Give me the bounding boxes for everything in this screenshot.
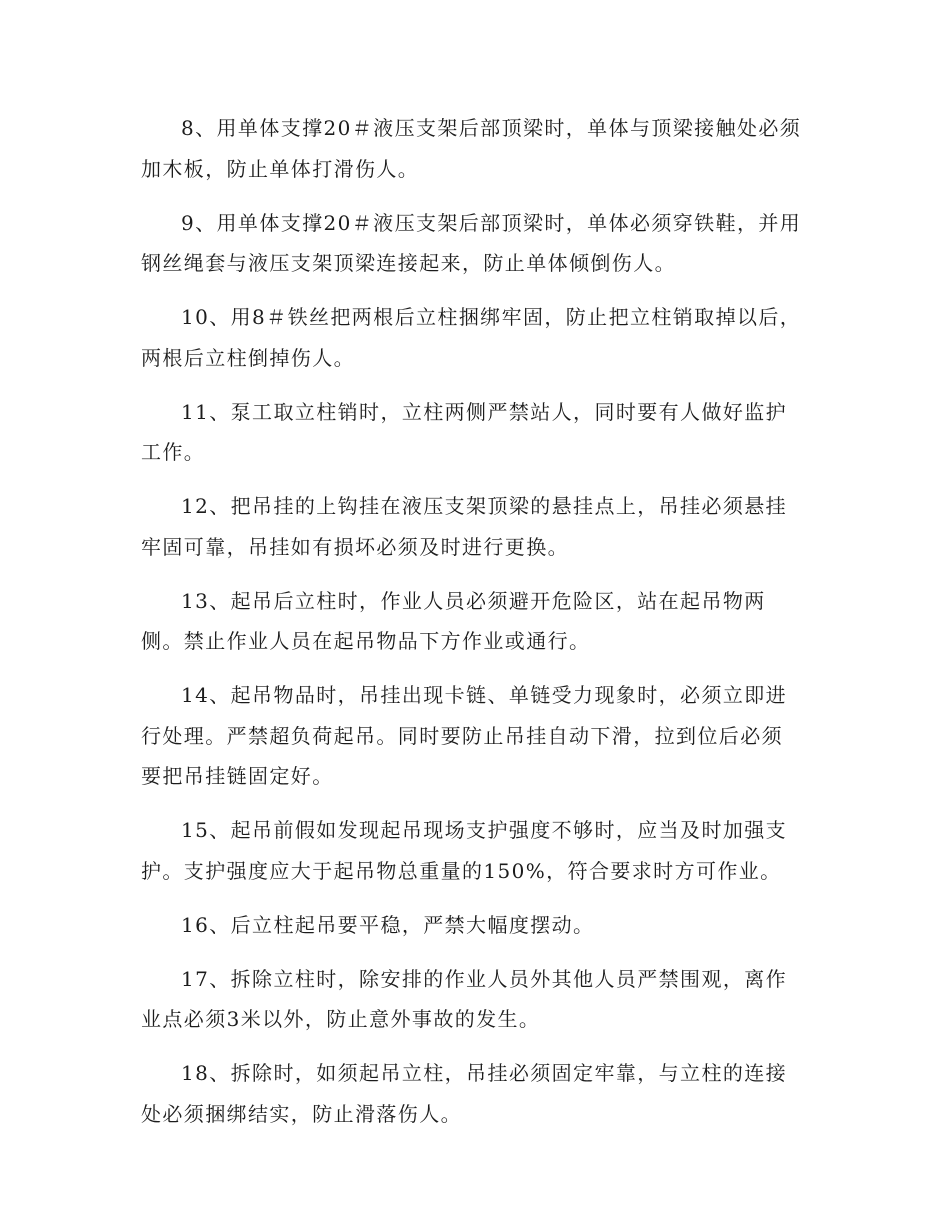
paragraph-line: 11、泵工取立柱销时，立柱两侧严禁站人，同时要有人做好监护 [181,399,788,424]
paragraph-line: 业点必须3米以外，防止意外事故的发生。 [141,1007,541,1031]
paragraph-line: 9、用单体支撑20＃液压支架后部顶梁时，单体必须穿铁鞋，并用 [181,210,802,235]
paragraph-line: 处必须捆绑结实，防止滑落伤人。 [141,1101,462,1126]
paragraph-item-9 [141,203,809,284]
paragraph-line: 10、用8＃铁丝把两根后立柱捆绑牢固，防止把立柱销取掉以后， [181,305,802,329]
paragraph-item-8 [141,108,809,189]
paragraph-line: 8、用单体支撑20＃液压支架后部顶梁时，单体与顶梁接触处必须 [181,116,802,140]
paragraph-item-12 [141,486,809,567]
paragraph-item-13 [141,581,809,662]
paragraph-line: 两根后立柱倒掉伤人。 [141,345,355,370]
paragraph-line: 侧。禁止作业人员在起吊物品下方作业或通行。 [141,629,591,653]
paragraph-line: 工作。 [141,440,206,464]
document-body [141,108,809,1148]
paragraph-line: 12、把吊挂的上钩挂在液压支架顶梁的悬挂点上，吊挂必须悬挂 [181,494,788,518]
paragraph-item-11 [141,392,809,473]
paragraph-line: 钢丝绳套与液压支架顶梁连接起来，防止单体倾倒伤人。 [141,251,676,275]
paragraph-line: 行处理。严禁超负荷起吊。同时要防止吊挂自动下滑，拉到位后必须 [141,723,783,748]
paragraph-line: 护。支护强度应大于起吊物总重量的150%，符合要求时方可作业。 [141,858,782,883]
paragraph-line: 要把吊挂链固定好。 [141,764,334,788]
paragraph-line: 13、起吊后立柱时，作业人员必须避开危险区，站在起吊物两 [181,588,766,613]
paragraph-line: 18、拆除时，如须起吊立柱，吊挂必须固定牢靠，与立柱的连接 [181,1061,788,1085]
paragraph-line: 牢固可靠，吊挂如有损坏必须及时进行更换。 [141,534,569,559]
paragraph-item-15 [141,810,809,891]
paragraph-line: 15、起吊前假如发现起吊现场支护强度不够时，应当及时加强支 [181,818,788,842]
paragraph-item-14 [141,675,809,797]
paragraph-item-16 [141,905,809,946]
paragraph-line: 17、拆除立柱时，除安排的作业人员外其他人员严禁围观，离作 [181,966,788,991]
paragraph-item-17 [141,959,809,1040]
paragraph-line: 加木板，防止单体打滑伤人。 [141,156,420,181]
paragraph-item-18 [141,1053,809,1134]
paragraph-line: 14、起吊物品时，吊挂出现卡链、单链受力现象时，必须立即进 [181,683,788,707]
paragraph-item-10 [141,297,809,378]
paragraph-line: 16、后立柱起吊要平稳，严禁大幅度摆动。 [181,912,595,937]
